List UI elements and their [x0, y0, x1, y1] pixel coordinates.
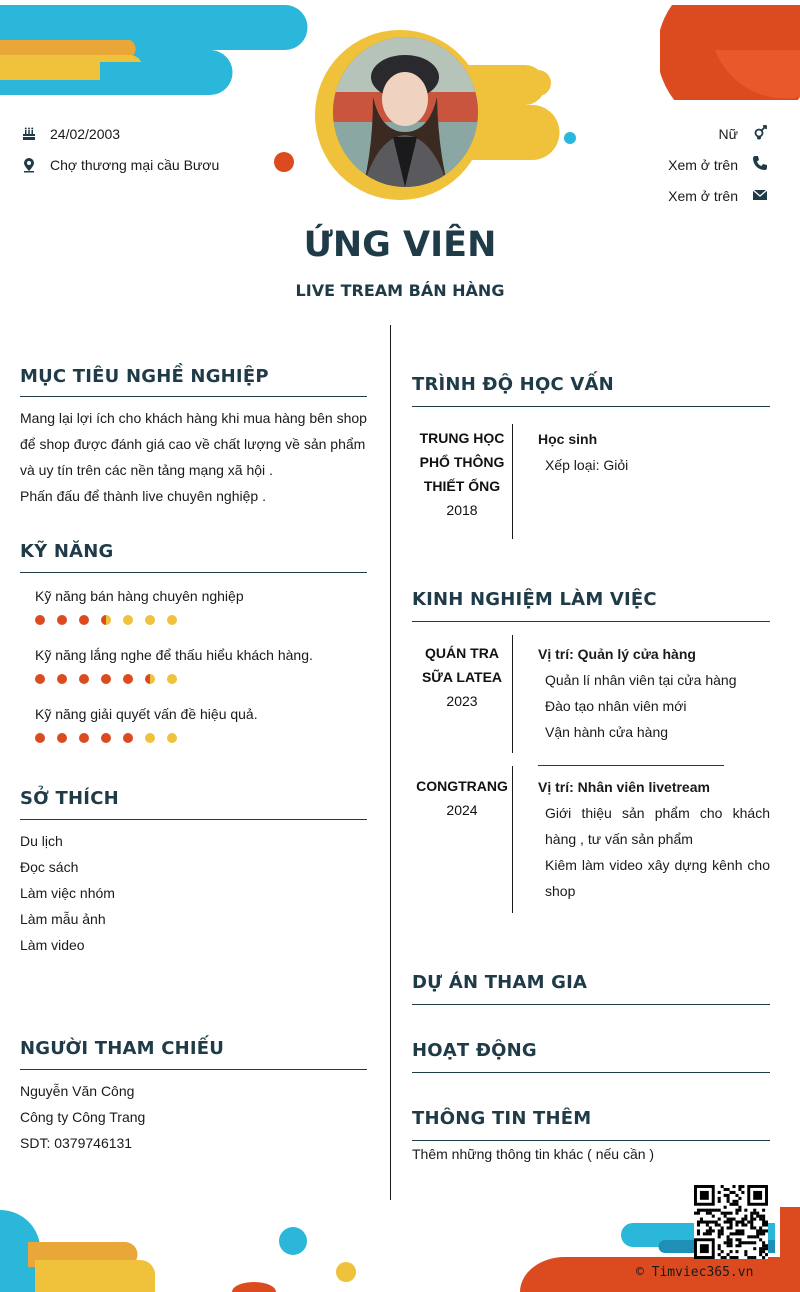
section-divider — [20, 1069, 367, 1070]
objective-line: và uy tín trên các nền tảng mạng xã hội . — [20, 462, 273, 478]
section-divider — [20, 819, 367, 820]
job-divider — [512, 766, 513, 913]
skill-rating — [35, 615, 189, 625]
phone-text: Xem ở trên — [668, 157, 738, 173]
section-title-reference: NGƯỜI THAM CHIẾU — [20, 1038, 225, 1059]
hobby-item: Du lịch — [20, 833, 63, 849]
section-title-objective: MỤC TIÊU NGHỀ NGHIỆP — [20, 366, 269, 387]
phone-icon — [752, 155, 768, 171]
skill-dot — [145, 674, 155, 684]
hobby-item: Làm việc nhóm — [20, 885, 115, 901]
candidate-position: LIVE TREAM BÁN HÀNG — [295, 281, 505, 300]
birthday-cake-icon — [21, 126, 37, 142]
mail-icon — [752, 187, 768, 203]
job-detail: Kiêm làm video xây dựng kênh cho — [545, 857, 770, 873]
objective-line: Mang lại lợi ích cho khách hàng khi mua hàng bên shop — [20, 410, 367, 426]
skill-dot — [101, 733, 111, 743]
job-divider — [512, 635, 513, 753]
skill-dot — [79, 733, 89, 743]
skill-dot — [57, 733, 67, 743]
education-degree: Học sinh — [538, 431, 598, 447]
reference-line: Công ty Công Trang — [20, 1109, 146, 1125]
education-divider — [512, 424, 513, 539]
column-divider — [390, 325, 391, 1200]
section-divider — [20, 572, 367, 573]
section-title-more-info: THÔNG TIN THÊM — [412, 1108, 592, 1129]
job-company: CONGTRANG 2024 — [416, 778, 508, 818]
section-divider — [412, 1004, 770, 1005]
job-year: 2024 — [446, 802, 478, 818]
more-info-text: Thêm những thông tin khác ( nếu cần ) — [412, 1146, 655, 1162]
education-detail: Xếp loại: Giỏi — [545, 457, 629, 473]
school-name: TRUNG HỌC PHỔ THÔNG THIẾT ỐNG 2018 — [419, 430, 505, 518]
avatar — [333, 37, 478, 187]
objective-line: Phấn đấu để thành live chuyên nghiệp . — [20, 488, 266, 504]
skill-dot — [35, 615, 45, 625]
reference-line: SDT: 0379746131 — [20, 1135, 133, 1151]
skill-dot — [123, 674, 133, 684]
skill-dot — [79, 674, 89, 684]
job-detail: Giới thiệu sản phẩm cho khách — [545, 805, 770, 821]
job-role: Vị trí: Nhân viên livetream — [538, 779, 710, 795]
copyright-text: © Timviec365.vn — [636, 1265, 754, 1280]
email-text: Xem ở trên — [668, 188, 738, 204]
skill-dot — [167, 615, 177, 625]
skill-rating — [35, 733, 189, 743]
skill-dot — [167, 674, 177, 684]
job-role: Vị trí: Quản lý cửa hàng — [538, 646, 696, 662]
job-detail: Vận hành cửa hàng — [545, 724, 669, 740]
section-title-skills: KỸ NĂNG — [20, 541, 114, 562]
hobby-item: Làm video — [20, 937, 85, 953]
skill-dot — [145, 615, 155, 625]
skill-rating — [35, 674, 189, 684]
section-title-projects: DỰ ÁN THAM GIA — [412, 972, 588, 993]
section-divider — [412, 1072, 770, 1073]
skill-dot — [79, 615, 89, 625]
hobby-item: Đọc sách — [20, 859, 79, 875]
skill-dot — [57, 615, 67, 625]
skill-label: Kỹ năng bán hàng chuyên nghiệp — [35, 588, 244, 604]
section-divider — [20, 396, 367, 397]
skill-dot — [123, 733, 133, 743]
section-divider — [412, 406, 770, 407]
skill-label: Kỹ năng lắng nghe để thấu hiểu khách hàng. — [35, 647, 313, 663]
qr-code[interactable] — [694, 1185, 768, 1259]
section-title-activities: HOẠT ĐỘNG — [412, 1040, 537, 1061]
skill-dot — [35, 674, 45, 684]
job-company: QUÁN TRA SỮA LATEA 2023 — [421, 645, 503, 709]
skill-dot — [145, 733, 155, 743]
skill-dot — [101, 615, 111, 625]
section-title-education: TRÌNH ĐỘ HỌC VẤN — [412, 374, 614, 395]
gender-icon — [752, 124, 768, 140]
address-text: Chợ thương mại cầu Bươu — [50, 157, 220, 173]
job-detail: hàng , tư vấn sản phẩm — [545, 831, 693, 847]
birthday-text: 24/02/2003 — [50, 126, 121, 142]
objective-line: để shop được đánh giá cao về chất lượng về sản phẩm — [20, 436, 366, 452]
skill-dot — [101, 674, 111, 684]
section-title-experience: KINH NGHIỆM LÀM VIỆC — [412, 589, 657, 610]
hobby-item: Làm mẫu ảnh — [20, 911, 106, 927]
gender-text: Nữ — [718, 126, 738, 142]
skill-label: Kỹ năng giải quyết vấn đề hiệu quả. — [35, 706, 258, 722]
section-title-hobbies: SỞ THÍCH — [20, 788, 119, 809]
job-year: 2023 — [446, 693, 478, 709]
top-right-decoration — [660, 0, 800, 100]
job-detail: Đào tạo nhân viên mới — [545, 698, 687, 714]
skill-dot — [123, 615, 133, 625]
job-detail: shop — [545, 883, 576, 899]
education-year: 2018 — [446, 502, 478, 518]
section-divider — [412, 621, 770, 622]
job-separator — [538, 765, 724, 766]
reference-line: Nguyễn Văn Công — [20, 1083, 135, 1099]
location-pin-icon — [21, 157, 37, 173]
job-detail: Quản lí nhân viên tại cửa hàng — [545, 672, 737, 688]
bottom-left-decoration — [0, 1205, 380, 1292]
skill-dot — [57, 674, 67, 684]
candidate-name: ỨNG VIÊN — [303, 225, 497, 265]
skill-dot — [35, 733, 45, 743]
skill-dot — [167, 733, 177, 743]
